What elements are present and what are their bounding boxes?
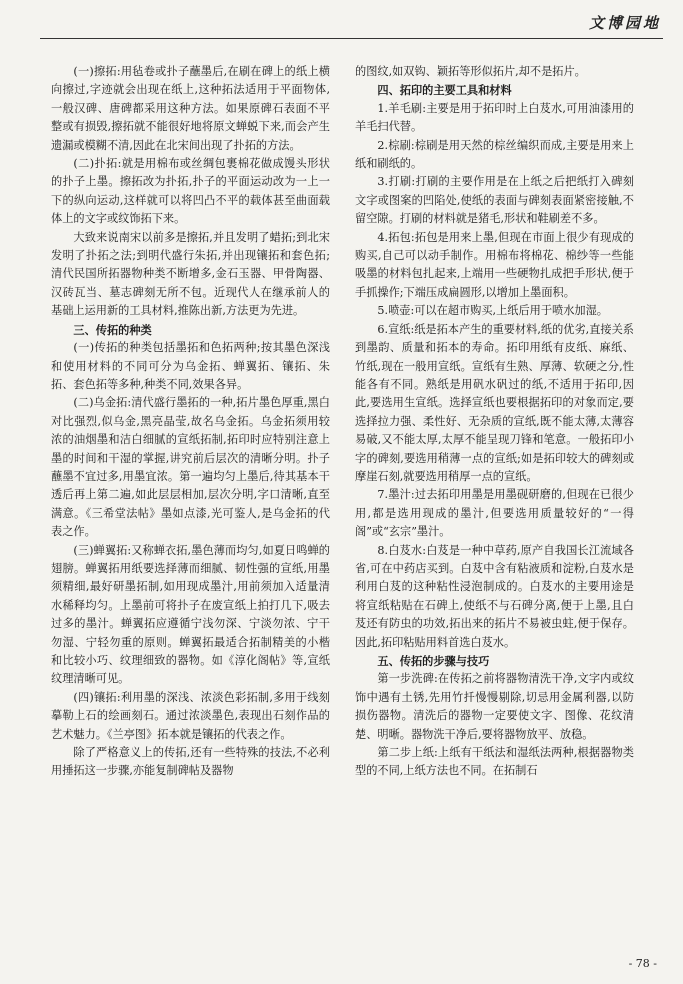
section-heading: 三、传拓的种类 — [73, 322, 152, 337]
paragraph: (四)镶拓:利用墨的深浅、浓淡色彩拓制,多用于线刻摹勒上石的绘画刻石。通过浓淡墨色,表现出石刻作品的艺术魅力。《兰亭图》拓本就是镶拓的代表之作。 — [51, 690, 330, 741]
header-divider — [40, 38, 663, 39]
paragraph: 8.白芨水:白芨是一种中草药,原产自我国长江流域各省,可在中药店买到。白芨中含有粘液质和淀粉,白芨水是利用白芨的这种粘性浸泡制成的。白芨水的主要用途是将宣纸粘贴在石碑上,使纸不与石碑分离,便于上墨,且白芨还有防虫的功效,拓出来的拓片不易被虫蛀,便于保存。因此,拓印粘贴用料首选白芨水。 — [355, 543, 634, 649]
paragraph: 7.墨汁:过去拓印用墨是用墨砚研磨的,但现在已很少用,都是选用现成的墨汁,但要选用质量较好的“一得阁”或“玄宗”墨汁。 — [355, 488, 634, 539]
paragraph: 第二步上纸:上纸有干纸法和湿纸法两种,根据器物类型的不同,上纸方法也不同。在拓制石 — [355, 746, 634, 778]
paragraph: 6.宣纸:纸是拓本产生的重要材料,纸的优劣,直接关系到墨韵、质量和拓本的寿命。拓印用纸有皮纸、麻纸、竹纸,现在一般用宣纸。宣纸有生熟、厚薄、软硬之分,性能各有不同。熟纸是用矾水矾过的纸,不适用于拓印,因此,要选用生宣纸。选择宣纸也要根据拓印的对象而定,要选择拉力强、柔性好、无杂质的宣纸,既不能太薄,太薄容易破,又不能太厚,太厚不能呈现刀锋和笔意。一般拓印小字的碑刻,要选用稍薄一点的宣纸;如是拓印较大的碑刻或摩崖石刻,就要选用稍厚一点的宣纸。 — [355, 322, 634, 483]
right-column — [355, 63, 634, 781]
paragraph: 第一步洗碑:在传拓之前将器物清洗干净,文字内或纹饰中遇有土锈,先用竹扦慢慢剔除,切忌用金属利器,以防损伤器物。清洗后的器物一定要使文字、图像、花纹清楚、明晰。器物洗干净后,要将器物放平、放稳。 — [355, 672, 634, 741]
paragraph: 除了严格意义上的传拓,还有一些特殊的技法,不必利用捶拓这一步骤,亦能复制碑帖及器物 — [51, 746, 330, 778]
paragraph: 4.拓包:拓包是用来上墨,但现在市面上很少有现成的购买,自己可以动手制作。用棉布将棉花、棉纱等一些能吸墨的材料包扎起来,上端用一些硬物扎成把手形状,便于手抓操作;下端压成扁圆形,以增加上墨面积。 — [355, 230, 634, 299]
paragraph: 大致来说南宋以前多是擦拓,并且发明了蜡拓;到北宋发明了扑拓之法;到明代盛行朱拓,并出现镶拓和套色拓;清代民国所拓器物种类不断增多,金石玉器、甲骨陶器、汉砖瓦当、墓志碑刻无所不包。近现代人在继承前人的基础上运用新的工具材料,推陈出新,方法更为先进。 — [51, 230, 330, 318]
paragraph: (一)擦拓:用毡卷或扑子蘸墨后,在刷在碑上的纸上横向擦过,字迹就会出现在纸上,这种拓法适用于平面物体,一般汉碑、唐碑都采用这种方法。如果原碑石表面不平整或有损毁,擦拓就不能很好地将原文蝉蜕下来,而会产生遗漏或模糊不清,因此在北宋间出现了扑拓的方法。 — [51, 65, 330, 152]
section-heading: 四、拓印的主要工具和材料 — [377, 83, 512, 98]
paragraph: (二)扑拓:就是用棉布或丝绸包裹棉花做成馒头形状的扑子上墨。擦拓改为扑拓,扑子的平面运动改为一上一下的纵向运动,这样就可以将凹凸不平的载体甚至曲面载体上的文字或纹饰拓下来。 — [51, 157, 330, 226]
paragraph: (三)蝉翼拓:又称蝉衣拓,墨色薄而均匀,如夏日鸣蝉的翅膀。蝉翼拓用纸要选择薄而细腻、韧性强的宣纸,用墨须精细,最好研墨拓制,如用现成墨汁,用前须加入适量清水稀释均匀。上墨前可将扑子在废宣纸上拍打几下,吸去过多的墨汁。蝉翼拓应遵循宁浅勿深、宁淡勿浓、宁干勿湿、宁轻勿重的原则。蝉翼拓最适合拓制精美的小楷和比较小巧、纹理细致的器物。如《淳化阁帖》等,宣纸纹理清晰可见。 — [51, 543, 330, 686]
page-number: - 78 - — [628, 957, 657, 970]
paragraph: (二)乌金拓:清代盛行墨拓的一种,拓片墨色厚重,黑白对比强烈,似乌金,黑亮晶莹,故名乌金拓。乌金拓须用较浓的油烟墨和洁白细腻的宣纸拓制,拓印时应特别注意上墨的时间和干湿的掌握,讲究前后层次的清晰分明。扑子蘸墨不宜过多,用墨宜浓。第一遍均匀上墨后,待其基本干透后再上第二遍,如此层层相加,层次分明,字口清晰,直至满意。《三希堂法帖》墨如点漆,光可鉴人,是乌金拓的代表之作。 — [51, 396, 330, 539]
left-column — [51, 63, 330, 781]
paragraph: 1.羊毛刷:主要是用于拓印时上白芨水,可用油漆用的羊毛扫代替。 — [355, 101, 634, 134]
paragraph: (一)传拓的种类包括墨拓和色拓两种;按其墨色深浅和使用材料的不同可分为乌金拓、蝉翼拓、镶拓、朱拓、套色拓等多种,种类不同,效果各异。 — [51, 341, 330, 391]
paragraph: 5.喷壶:可以在超市购买,上纸后用于喷水加湿。 — [377, 304, 608, 318]
paragraph: 3.打刷:打刷的主要作用是在上纸之后把纸打入碑刻文字或图案的凹陷处,使纸的表面与碑刻表面紧密接触,不留空隙。打刷的材料就是猪毛,形状和鞋刷差不多。 — [355, 175, 634, 226]
journal-column-title: 文博园地 — [588, 14, 661, 32]
section-heading: 五、传拓的步骤与技巧 — [377, 654, 490, 668]
paragraph: 的图纹,如双钩、颖拓等形似拓片,却不是拓片。 — [355, 65, 586, 78]
paragraph: 2.棕刷:棕刷是用天然的棕丝编织而成,主要是用来上纸和刷纸的。 — [355, 138, 634, 171]
